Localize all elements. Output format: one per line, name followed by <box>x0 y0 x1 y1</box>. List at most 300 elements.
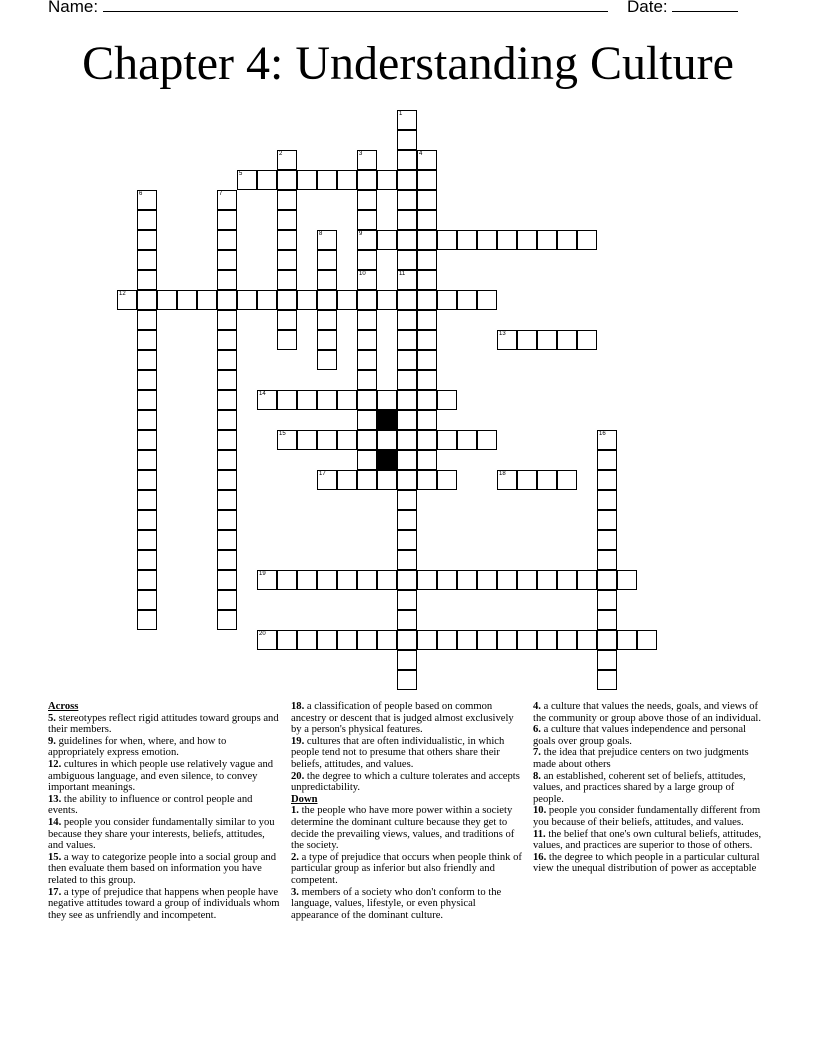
grid-cell[interactable] <box>117 290 137 310</box>
grid-cell[interactable] <box>337 630 357 650</box>
grid-cell[interactable] <box>137 350 157 370</box>
grid-cell[interactable] <box>397 570 417 590</box>
grid-cell[interactable] <box>577 230 597 250</box>
grid-cell[interactable] <box>317 430 337 450</box>
date-label: Date: <box>627 0 668 16</box>
grid-cell[interactable] <box>397 590 417 610</box>
grid-cell[interactable] <box>357 290 377 310</box>
blocked-cell <box>377 450 397 470</box>
grid-cell[interactable] <box>277 430 297 450</box>
grid-cell[interactable] <box>397 350 417 370</box>
grid-cell[interactable] <box>397 130 417 150</box>
grid-cell[interactable] <box>377 570 397 590</box>
grid-cell[interactable] <box>357 410 377 430</box>
grid-cell[interactable] <box>137 570 157 590</box>
grid-cell[interactable] <box>577 570 597 590</box>
grid-cell[interactable] <box>217 590 237 610</box>
clue-down <box>533 747 767 770</box>
grid-cell[interactable] <box>417 150 437 170</box>
grid-cell[interactable] <box>357 390 377 410</box>
page-title: Chapter 4: Understanding Culture <box>82 37 734 90</box>
grid-cell[interactable] <box>137 290 157 310</box>
grid-cell[interactable] <box>417 330 437 350</box>
grid-cell[interactable] <box>217 470 237 490</box>
grid-cell[interactable] <box>597 650 617 670</box>
clue-text: members of a society who don't conform to the language, values, lifestyle, or even physical appearance of the dominant culture. <box>291 886 502 921</box>
grid-cell[interactable] <box>137 370 157 390</box>
grid-cell[interactable] <box>137 530 157 550</box>
grid-cell[interactable] <box>437 430 457 450</box>
grid-cell[interactable] <box>397 410 417 430</box>
clue-text: an established, coherent set of beliefs, attitudes, values, and practices shared by a large group of people. <box>533 770 746 805</box>
clue-number-label: 14 <box>259 391 266 397</box>
clue-number-label: 12 <box>119 291 126 297</box>
grid-cell[interactable] <box>297 170 317 190</box>
clue-number-label: 20 <box>259 631 266 637</box>
grid-cell[interactable] <box>557 570 577 590</box>
clue-number: 2. <box>291 851 299 863</box>
grid-cell[interactable] <box>137 430 157 450</box>
grid-cell[interactable] <box>357 150 377 170</box>
grid-cell[interactable] <box>397 510 417 530</box>
grid-cell[interactable] <box>397 550 417 570</box>
clue-number-label: 5 <box>239 171 243 177</box>
grid-cell[interactable] <box>397 290 417 310</box>
grid-cell[interactable] <box>317 630 337 650</box>
clue-text: a culture that values the needs, goals, and views of the community or group above those of an individual. <box>533 701 762 724</box>
clue-number: 6. <box>533 724 541 736</box>
clue-number-label: 2 <box>279 151 283 157</box>
grid-cell[interactable] <box>497 230 517 250</box>
grid-cell[interactable] <box>397 230 417 250</box>
grid-cell[interactable] <box>137 310 157 330</box>
grid-cell[interactable] <box>217 610 237 630</box>
grid-cell[interactable] <box>277 170 297 190</box>
grid-cell[interactable] <box>337 470 357 490</box>
grid-cell[interactable] <box>537 570 557 590</box>
grid-cell[interactable] <box>397 530 417 550</box>
grid-cell[interactable] <box>397 210 417 230</box>
grid-cell[interactable] <box>217 190 237 210</box>
clue-down <box>291 887 525 922</box>
grid-cell[interactable] <box>217 530 237 550</box>
clue-number: 19. <box>291 735 305 747</box>
grid-cell[interactable] <box>217 550 237 570</box>
grid-cell[interactable] <box>517 230 537 250</box>
grid-cell[interactable] <box>137 490 157 510</box>
clue-text: guidelines for when, where, and how to appropriately express emotion. <box>48 735 227 759</box>
clue-number-label: 4 <box>419 151 423 157</box>
grid-cell[interactable] <box>397 490 417 510</box>
grid-cell[interactable] <box>377 170 397 190</box>
clue-number: 9. <box>48 735 56 747</box>
grid-cell[interactable] <box>217 290 237 310</box>
clue-across <box>48 887 282 922</box>
grid-cell[interactable] <box>397 370 417 390</box>
grid-cell[interactable] <box>357 570 377 590</box>
grid-cell[interactable] <box>317 310 337 330</box>
grid-cell[interactable] <box>417 310 437 330</box>
grid-cell[interactable] <box>597 430 617 450</box>
clue-number: 12. <box>48 758 62 770</box>
grid-cell[interactable] <box>397 470 417 490</box>
grid-cell[interactable] <box>137 510 157 530</box>
grid-cell[interactable] <box>257 570 277 590</box>
clue-number: 16. <box>533 851 547 863</box>
grid-cell[interactable] <box>277 390 297 410</box>
grid-cell[interactable] <box>397 430 417 450</box>
grid-cell[interactable] <box>277 290 297 310</box>
grid-cell[interactable] <box>417 390 437 410</box>
grid-cell[interactable] <box>337 430 357 450</box>
clue-text: the belief that one's own cultural beliefs, attitudes, values, and practices are superior to those of others. <box>533 828 762 852</box>
clues-column-3 <box>533 701 767 875</box>
grid-cell[interactable] <box>137 330 157 350</box>
grid-cell[interactable] <box>597 670 617 690</box>
grid-cell[interactable] <box>357 370 377 390</box>
grid-cell[interactable] <box>277 210 297 230</box>
grid-cell[interactable] <box>417 230 437 250</box>
grid-cell[interactable] <box>357 250 377 270</box>
grid-cell[interactable] <box>397 310 417 330</box>
name-label: Name: <box>48 0 99 16</box>
grid-cell[interactable] <box>137 590 157 610</box>
clue-text: the ability to influence or control people and events. <box>48 793 253 817</box>
grid-cell[interactable] <box>317 470 337 490</box>
grid-cell[interactable] <box>297 290 317 310</box>
grid-cell[interactable] <box>137 390 157 410</box>
grid-cell[interactable] <box>337 170 357 190</box>
clue-text: a way to categorize people into a social group and then evaluate them based on information you have related to this group. <box>48 851 276 886</box>
grid-cell[interactable] <box>357 350 377 370</box>
grid-cell[interactable] <box>217 390 237 410</box>
grid-cell[interactable] <box>217 270 237 290</box>
grid-cell[interactable] <box>537 230 557 250</box>
grid-cell[interactable] <box>437 630 457 650</box>
grid-cell[interactable] <box>417 570 437 590</box>
clue-number: 7. <box>533 747 541 759</box>
grid-cell[interactable] <box>137 610 157 630</box>
grid-cell[interactable] <box>397 110 417 130</box>
grid-cell[interactable] <box>397 330 417 350</box>
grid-cell[interactable] <box>217 410 237 430</box>
grid-cell[interactable] <box>317 350 337 370</box>
grid-cell[interactable] <box>137 450 157 470</box>
grid-cell[interactable] <box>337 390 357 410</box>
grid-cell[interactable] <box>397 630 417 650</box>
grid-cell[interactable] <box>277 330 297 350</box>
grid-cell[interactable] <box>597 470 617 490</box>
grid-cell[interactable] <box>277 190 297 210</box>
clue-number-label: 10 <box>359 271 366 277</box>
grid-cell[interactable] <box>537 330 557 350</box>
grid-cell[interactable] <box>217 230 237 250</box>
grid-cell[interactable] <box>477 430 497 450</box>
grid-cell[interactable] <box>277 630 297 650</box>
clue-text: people you consider fundamentally similar to you because they share your interests, beliefs, attitudes, and values. <box>48 816 275 852</box>
grid-cell[interactable] <box>317 250 337 270</box>
clue-number-label: 3 <box>359 151 363 157</box>
grid-cell[interactable] <box>417 450 437 470</box>
grid-cell[interactable] <box>357 450 377 470</box>
grid-cell[interactable] <box>417 430 437 450</box>
grid-cell[interactable] <box>357 210 377 230</box>
grid-cell[interactable] <box>377 470 397 490</box>
grid-cell[interactable] <box>537 470 557 490</box>
clue-number: 4. <box>533 701 541 712</box>
grid-cell[interactable] <box>537 630 557 650</box>
grid-cell[interactable] <box>397 150 417 170</box>
grid-cell[interactable] <box>497 330 517 350</box>
grid-cell[interactable] <box>137 470 157 490</box>
grid-cell[interactable] <box>497 630 517 650</box>
grid-cell[interactable] <box>297 430 317 450</box>
grid-cell[interactable] <box>417 250 437 270</box>
grid-cell[interactable] <box>257 170 277 190</box>
grid-cell[interactable] <box>377 230 397 250</box>
grid-cell[interactable] <box>517 330 537 350</box>
clue-text: the degree to which a culture tolerates and accepts unpredictability. <box>291 770 520 794</box>
clue-text: a culture that values independence and personal goals over group goals. <box>533 724 746 747</box>
clue-down <box>533 701 767 724</box>
clue-across <box>48 852 282 887</box>
grid-cell[interactable] <box>377 430 397 450</box>
grid-cell[interactable] <box>157 290 177 310</box>
grid-cell[interactable] <box>217 330 237 350</box>
clue-number-label: 1 <box>399 111 403 117</box>
grid-cell[interactable] <box>357 470 377 490</box>
grid-cell[interactable] <box>377 390 397 410</box>
grid-cell[interactable] <box>437 470 457 490</box>
grid-cell[interactable] <box>437 290 457 310</box>
grid-cell[interactable] <box>137 270 157 290</box>
grid-cell[interactable] <box>417 210 437 230</box>
clue-number-label: 11 <box>399 271 406 277</box>
across-heading: Across <box>48 701 79 712</box>
clue-number-label: 7 <box>219 191 223 197</box>
grid-cell[interactable] <box>137 190 157 210</box>
grid-cell[interactable] <box>417 370 437 390</box>
clue-number-label: 8 <box>319 231 323 237</box>
grid-cell[interactable] <box>257 390 277 410</box>
clue-text: people you consider fundamentally different from you because of their beliefs, attitudes, and values. <box>533 805 761 828</box>
grid-cell[interactable] <box>617 630 637 650</box>
grid-cell[interactable] <box>317 230 337 250</box>
clue-number-label: 18 <box>499 471 506 477</box>
clue-text: cultures in which people use relatively vague and ambiguous language, and even silence, to convey important meanings. <box>48 758 274 794</box>
grid-cell[interactable] <box>437 570 457 590</box>
grid-cell[interactable] <box>357 630 377 650</box>
grid-cell[interactable] <box>597 570 617 590</box>
grid-cell[interactable] <box>217 490 237 510</box>
grid-cell[interactable] <box>317 570 337 590</box>
grid-cell[interactable] <box>397 650 417 670</box>
grid-cell[interactable] <box>357 230 377 250</box>
grid-cell[interactable] <box>277 230 297 250</box>
grid-cell[interactable] <box>397 170 417 190</box>
clue-number: 17. <box>48 886 62 898</box>
clue-down <box>533 805 767 828</box>
grid-cell[interactable] <box>397 390 417 410</box>
clue-down <box>533 771 767 806</box>
clue-across <box>48 736 282 759</box>
clue-number: 15. <box>48 851 62 863</box>
grid-cell[interactable] <box>357 430 377 450</box>
grid-cell[interactable] <box>597 630 617 650</box>
grid-cell[interactable] <box>517 570 537 590</box>
grid-cell[interactable] <box>597 550 617 570</box>
grid-cell[interactable] <box>517 630 537 650</box>
grid-cell[interactable] <box>397 250 417 270</box>
clue-across <box>48 759 282 794</box>
grid-cell[interactable] <box>257 290 277 310</box>
clue-across <box>48 817 282 852</box>
grid-cell[interactable] <box>577 330 597 350</box>
clue-number: 5. <box>48 712 56 724</box>
blocked-cell <box>377 410 397 430</box>
grid-cell[interactable] <box>397 610 417 630</box>
grid-cell[interactable] <box>277 570 297 590</box>
grid-cell[interactable] <box>217 370 237 390</box>
grid-cell[interactable] <box>297 570 317 590</box>
grid-cell[interactable] <box>137 550 157 570</box>
grid-cell[interactable] <box>277 270 297 290</box>
clue-down <box>291 852 525 887</box>
grid-cell[interactable] <box>457 290 477 310</box>
grid-cell[interactable] <box>277 310 297 330</box>
grid-cell[interactable] <box>357 330 377 350</box>
grid-cell[interactable] <box>417 270 437 290</box>
clue-number-label: 17 <box>319 471 326 477</box>
clue-text: a type of prejudice that occurs when people think of particular group as inferior but also friendly and competent. <box>291 851 522 886</box>
clue-number: 3. <box>291 886 299 898</box>
grid-cell[interactable] <box>317 270 337 290</box>
clue-across <box>291 771 525 794</box>
grid-cell[interactable] <box>137 250 157 270</box>
grid-cell[interactable] <box>457 430 477 450</box>
grid-cell[interactable] <box>617 570 637 590</box>
grid-cell[interactable] <box>357 270 377 290</box>
grid-cell[interactable] <box>257 630 277 650</box>
grid-cell[interactable] <box>417 170 437 190</box>
grid-cell[interactable] <box>457 230 477 250</box>
grid-cell[interactable] <box>217 310 237 330</box>
grid-cell[interactable] <box>557 470 577 490</box>
grid-cell[interactable] <box>377 630 397 650</box>
clue-across <box>48 794 282 817</box>
grid-cell[interactable] <box>137 410 157 430</box>
grid-cell[interactable] <box>477 570 497 590</box>
clue-text: stereotypes reflect rigid attitudes toward groups and their members. <box>48 712 279 736</box>
grid-cell[interactable] <box>397 270 417 290</box>
grid-cell[interactable] <box>397 450 417 470</box>
clue-text: the people who have more power within a society determine the dominant culture because they get to decide the prevailing views, values, and traditions of the society. <box>291 805 515 852</box>
grid-cell[interactable] <box>337 570 357 590</box>
grid-cell[interactable] <box>217 450 237 470</box>
grid-cell[interactable] <box>397 190 417 210</box>
grid-cell[interactable] <box>417 470 437 490</box>
grid-cell[interactable] <box>277 150 297 170</box>
grid-cell[interactable] <box>597 490 617 510</box>
clues-column-2 <box>291 701 525 921</box>
grid-cell[interactable] <box>597 610 617 630</box>
grid-cell[interactable] <box>317 330 337 350</box>
grid-cell[interactable] <box>597 510 617 530</box>
grid-cell[interactable] <box>577 630 597 650</box>
grid-cell[interactable] <box>477 290 497 310</box>
grid-cell[interactable] <box>317 390 337 410</box>
grid-cell[interactable] <box>357 170 377 190</box>
grid-cell[interactable] <box>297 390 317 410</box>
clue-text: a type of prejudice that happens when people have negative attitudes toward a group of individuals whom they see as unfriendly and incompetent. <box>48 886 280 921</box>
grid-cell[interactable] <box>417 350 437 370</box>
grid-cell[interactable] <box>217 510 237 530</box>
grid-cell[interactable] <box>437 390 457 410</box>
grid-cell[interactable] <box>137 210 157 230</box>
grid-cell[interactable] <box>217 250 237 270</box>
clue-down <box>291 805 525 851</box>
grid-cell[interactable] <box>317 290 337 310</box>
grid-cell[interactable] <box>497 570 517 590</box>
grid-cell[interactable] <box>357 310 377 330</box>
grid-cell[interactable] <box>397 670 417 690</box>
clue-number: 13. <box>48 793 62 805</box>
grid-cell[interactable] <box>417 290 437 310</box>
grid-cell[interactable] <box>517 470 537 490</box>
grid-cell[interactable] <box>237 170 257 190</box>
grid-cell[interactable] <box>597 530 617 550</box>
grid-cell[interactable] <box>337 290 357 310</box>
grid-cell[interactable] <box>217 570 237 590</box>
grid-cell[interactable] <box>437 230 457 250</box>
grid-cell[interactable] <box>217 350 237 370</box>
grid-cell[interactable] <box>237 290 257 310</box>
grid-cell[interactable] <box>217 430 237 450</box>
down-heading: Down <box>291 793 318 805</box>
grid-cell[interactable] <box>417 410 437 430</box>
grid-cell[interactable] <box>357 190 377 210</box>
clue-number: 18. <box>291 701 305 712</box>
grid-cell[interactable] <box>297 630 317 650</box>
clue-text: a classification of people based on common ancestry or descent that is judged almost exclusively by a person's physical features. <box>291 701 514 736</box>
grid-cell[interactable] <box>217 210 237 230</box>
grid-cell[interactable] <box>557 630 577 650</box>
grid-cell[interactable] <box>497 470 517 490</box>
clue-number-label: 19 <box>259 571 266 577</box>
grid-cell[interactable] <box>477 630 497 650</box>
grid-cell[interactable] <box>317 170 337 190</box>
grid-cell[interactable] <box>597 450 617 470</box>
grid-cell[interactable] <box>457 630 477 650</box>
clue-number-label: 6 <box>139 191 143 197</box>
clues-column-1 <box>48 701 282 921</box>
grid-cell[interactable] <box>197 290 217 310</box>
grid-cell[interactable] <box>277 250 297 270</box>
grid-cell[interactable] <box>477 230 497 250</box>
clue-text: the degree to which people in a particular cultural view the unequal distribution of power as acceptable <box>533 851 760 875</box>
grid-cell[interactable] <box>137 230 157 250</box>
grid-cell[interactable] <box>597 590 617 610</box>
grid-cell[interactable] <box>377 290 397 310</box>
grid-cell[interactable] <box>557 230 577 250</box>
grid-cell[interactable] <box>557 330 577 350</box>
grid-cell[interactable] <box>177 290 197 310</box>
grid-cell[interactable] <box>457 570 477 590</box>
clue-across <box>291 736 525 771</box>
grid-cell[interactable] <box>417 190 437 210</box>
grid-cell[interactable] <box>417 630 437 650</box>
grid-cell[interactable] <box>637 630 657 650</box>
